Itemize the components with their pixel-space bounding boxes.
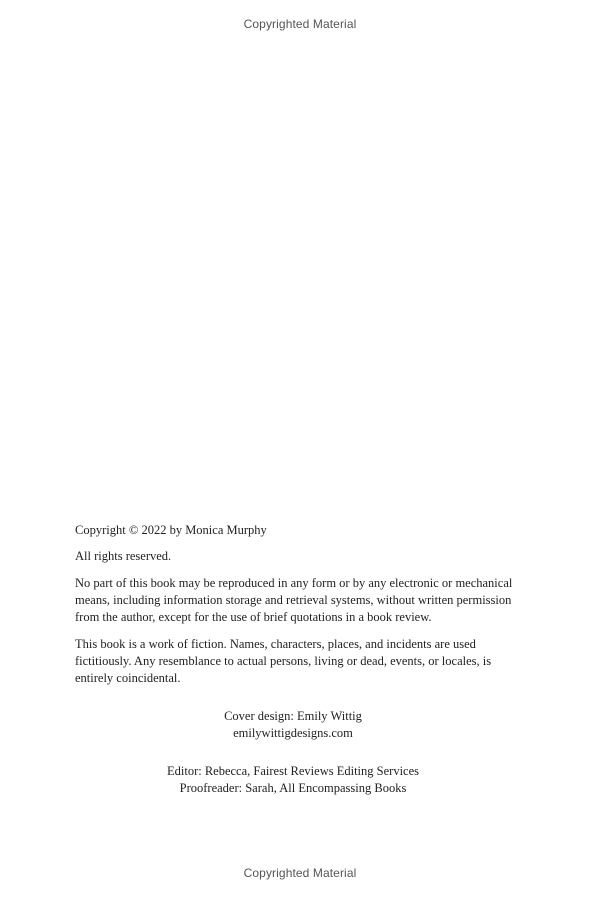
- editor-credit: Editor: Rebecca, Fairest Reviews Editing Services: [166, 764, 419, 778]
- copyright-block: [75, 522, 520, 697]
- watermark-top: Copyrighted Material: [243, 17, 357, 31]
- cover-credits: [0, 708, 593, 742]
- rights-reserved: All rights reserved.: [75, 549, 172, 563]
- copyright-line: Copyright © 2022 by Monica Murphy: [75, 523, 267, 537]
- watermark-bottom: Copyrighted Material: [243, 866, 357, 880]
- editing-credits: [0, 763, 593, 797]
- cover-designer-website: emilywittigdesigns.com: [233, 726, 353, 740]
- proofreader-credit: Proofreader: Sarah, All Encompassing Books: [179, 781, 407, 795]
- reproduction-notice: No part of this book may be reproduced in any form or by any electronic or mechanical means, including information storage and retrieval systems, without written permission from the author, except for the use of brief quotations in a book review.: [75, 576, 513, 624]
- fiction-disclaimer: This book is a work of fiction. Names, characters, places, and incidents are used fictitiously. Any resemblance to actual persons, living or dead, events, or locales, is entirely coincidental.: [75, 637, 492, 685]
- cover-design-credit: Cover design: Emily Wittig: [224, 709, 362, 723]
